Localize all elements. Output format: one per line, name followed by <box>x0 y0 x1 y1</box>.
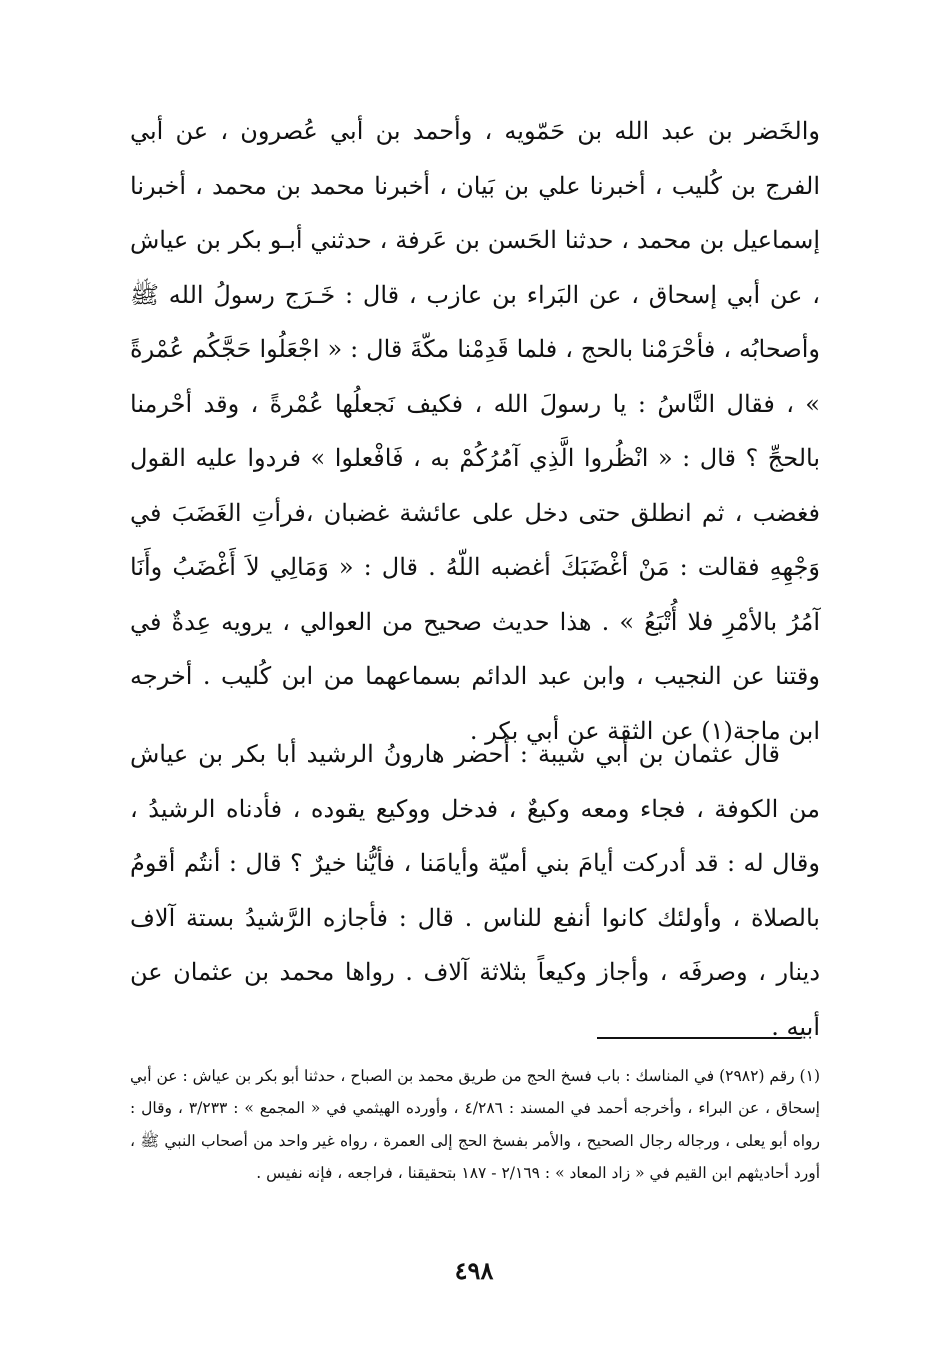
footnote: (١) رقم (٢٩٨٢) في المناسك : باب فسخ الحج من طريق محمد بن الصباح ، حدثنا أبو بكر بن عياش : عن أبي إسحاق ، عن البراء ، وأخرجه أحمد في المسند : ٤/٢٨٦ ، وأورده الهيثمي في « المجمع » : ٣/٢٣٣ ، وقال : رواه أبو يعلى ، ورجاله رجال الصحيح ، والأمر بفسخ الحج إلى العمرة ، رواه غير واحد من أصحاب النبي ﷺ ، أورد أحاديثهم ابن القيم في « زاد المعاد » : ٢/١٦٩ - ١٨٧ بتحقيقنا ، فراجعه ، فإنه نفيس . <box>130 1067 820 1183</box>
body-paragraph-1: والخَضر بن عبد الله بن حَمّويه ، وأحمد بن أبي عُصرون ، عن أبي الفرج بن كُليب ، أخبرنا علي بن بَيان ، أخبرنا محمد بن محمد ، أخبرنا إسماعيل بن محمد ، حدثنا الحَسن بن عَرفة ، حدثني أبـو بكر بن عياش ، عن أبي إسحاق ، عن البَراء بن عازب ، قال : خَـرَج رسولُ الله ﷺ وأصحابُه ، فأحْرَمْنا بالحج ، فلما قَدِمْنا مكّةَ قال : « اجْعَلُوا حَجَّكُم عُمْرةً » ، فقال النَّاسُ : يا رسولَ الله ، فكيف نَجعلُها عُمْرةً ، وقد أحْرمنا بالحجِّ ؟ قال : « انْظُروا الَّذِي آمُرُكُمْ به ، فَافْعلوا » فردوا عليه القول فغضب ، ثم انطلق حتى دخل على عائشة غضبان ،فرأتِ الغَضَبَ في وَجْهِهِ فقالت : مَنْ أغْضَبَكَ أغضبه اللّهُ . قال : « وَمَالِي لاَ أَغْضَبُ وأَنَا آمُرُ بالأمْرِ فلا أُتْبَعُ » . هذا حديث صحيح من العوالي ، يرويه عِدةٌ في وقتنا عن النجيب ، وابن عبد الدائم بسماعهما من ابن كُليب . أخرجه ابن ماجة(١) عن الثقة عن أبي بكر . <box>130 117 821 745</box>
body-paragraph-2: قال عثمان بن أبي شيبة : أحضر هارونُ الرشيد أبا بكر بن عياش من الكوفة ، فجاء ومعه وكيعٌ ، فدخل ووكيع يقوده ، فأدناه الرشيدُ ، وقال له : قد أدركت أيامَ بني أميّة وأيامَنا ، فأيُّنا خيرٌ ؟ قال : أنتُم أقومُ بالصلاة ، وأولئك كانوا أنفع للناس . قال : فأجازه الرَّشيدُ بستة آلاف دينار ، وصرفَه ، وأجاز وكيعاً بثلاثة آلاف . رواها محمد بن عثمان عن أبيه . <box>130 740 820 1041</box>
footnote-divider <box>597 1037 801 1039</box>
page-number: ٤٩٨ <box>454 1256 494 1285</box>
